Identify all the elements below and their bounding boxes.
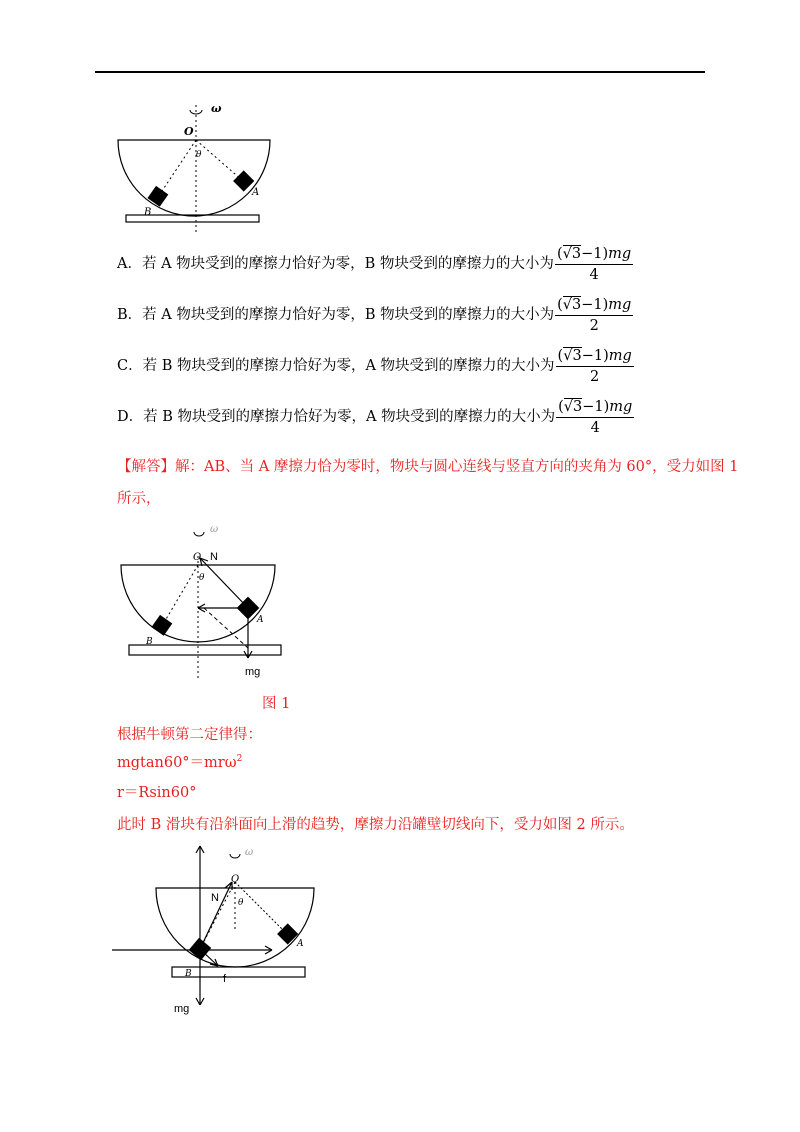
option-c-mg: mg xyxy=(608,347,632,364)
option-b-text: B．若 A 物块受到的摩擦力恰好为零，B 物块受到的摩擦力的大小为 xyxy=(117,307,555,323)
o-label: O xyxy=(184,125,194,138)
option-d-mg: mg xyxy=(609,398,633,415)
fig2-b: B xyxy=(185,969,192,979)
fig2-mg: mg xyxy=(174,1003,190,1015)
option-b-mg: mg xyxy=(608,296,632,313)
option-d[interactable] xyxy=(117,397,634,437)
figure-1 xyxy=(118,518,298,683)
fig1-a: A xyxy=(257,615,264,625)
fig1-o: O xyxy=(193,552,202,563)
block-b xyxy=(147,186,168,207)
option-a[interactable] xyxy=(117,244,633,284)
fig1-theta: θ xyxy=(199,573,205,583)
option-b-den: 2 xyxy=(589,317,599,334)
option-b[interactable] xyxy=(117,295,633,335)
answer-line-2: 所示， xyxy=(117,491,161,507)
answer-line-3: 此时 B 滑块有沿斜面向上滑的趋势，摩擦力沿罐壁切线向下，受力如图 2 所示。 xyxy=(117,817,634,833)
option-a-mg: mg xyxy=(608,245,632,262)
figure-bowl-question xyxy=(108,95,278,245)
b-label: B xyxy=(144,207,152,218)
fig1-b: B xyxy=(146,637,153,647)
option-d-sqrt: √3 xyxy=(563,398,583,415)
header-rule xyxy=(95,71,705,73)
option-a-minus: −1 xyxy=(581,245,603,262)
option-b-fraction: $\frac{(√3-1)mg}{2}$ xyxy=(557,296,632,334)
equation-1-sup: 2 xyxy=(236,754,243,765)
option-a-den: 4 xyxy=(589,266,599,283)
equation-2: r＝Rsin60° xyxy=(117,785,197,801)
fig2-n: N xyxy=(211,892,219,904)
fig2-f: f xyxy=(223,973,227,985)
option-c-fraction: $\frac{(√3-1)mg}{2}$ xyxy=(557,347,632,385)
figure-1-caption: 图 1 xyxy=(262,696,291,712)
omega-label: ω xyxy=(211,102,222,115)
option-d-minus: −1 xyxy=(582,398,604,415)
option-a-fraction: $\frac{(√3-1)mg}{4}$ xyxy=(556,245,632,283)
fig1-omega: ω xyxy=(210,524,219,535)
option-b-minus: −1 xyxy=(581,296,603,313)
fig1-mg: mg xyxy=(245,666,261,678)
figure-2 xyxy=(112,842,322,1017)
fig2-o: O xyxy=(231,874,240,885)
answer-line-1: 【解答】解：AB、当 A 摩擦力恰为零时，物块与圆心连线与竖直方向的夹角为 60°，受力如图 1 xyxy=(117,459,739,475)
a-label: A xyxy=(252,187,260,198)
equation-1-text: mgtan60°＝mrω xyxy=(117,755,237,771)
option-d-fraction: $\frac{(√3-1)mg}{4}$ xyxy=(558,398,633,436)
option-c-den: 2 xyxy=(590,368,600,385)
option-b-sqrt: √3 xyxy=(562,296,582,313)
option-c-minus: −1 xyxy=(581,347,604,364)
fig1-n: N xyxy=(210,551,218,563)
equation-1 xyxy=(117,751,242,772)
option-d-den: 4 xyxy=(590,419,600,436)
option-a-text: A．若 A 物块受到的摩擦力恰好为零，B 物块受到的摩擦力的大小为 xyxy=(117,256,554,272)
newton-law-text: 根据牛顿第二定律得： xyxy=(117,727,262,743)
theta-label: θ xyxy=(196,150,202,160)
fig1-block-b xyxy=(151,615,172,636)
option-c[interactable] xyxy=(117,346,634,386)
fig2-theta: θ xyxy=(238,898,244,908)
fig2-omega: ω xyxy=(245,847,254,858)
option-c-text: C．若 B 物块受到的摩擦力恰好为零，A 物块受到的摩擦力的大小为 xyxy=(117,358,555,374)
option-c-sqrt: √3 xyxy=(563,347,582,364)
option-d-text: D．若 B 物块受到的摩擦力恰好为零，A 物块受到的摩擦力的大小为 xyxy=(117,409,556,425)
option-a-sqrt: √3 xyxy=(562,245,582,262)
fig2-a: A xyxy=(297,939,304,949)
fig2-block-a xyxy=(277,923,298,944)
